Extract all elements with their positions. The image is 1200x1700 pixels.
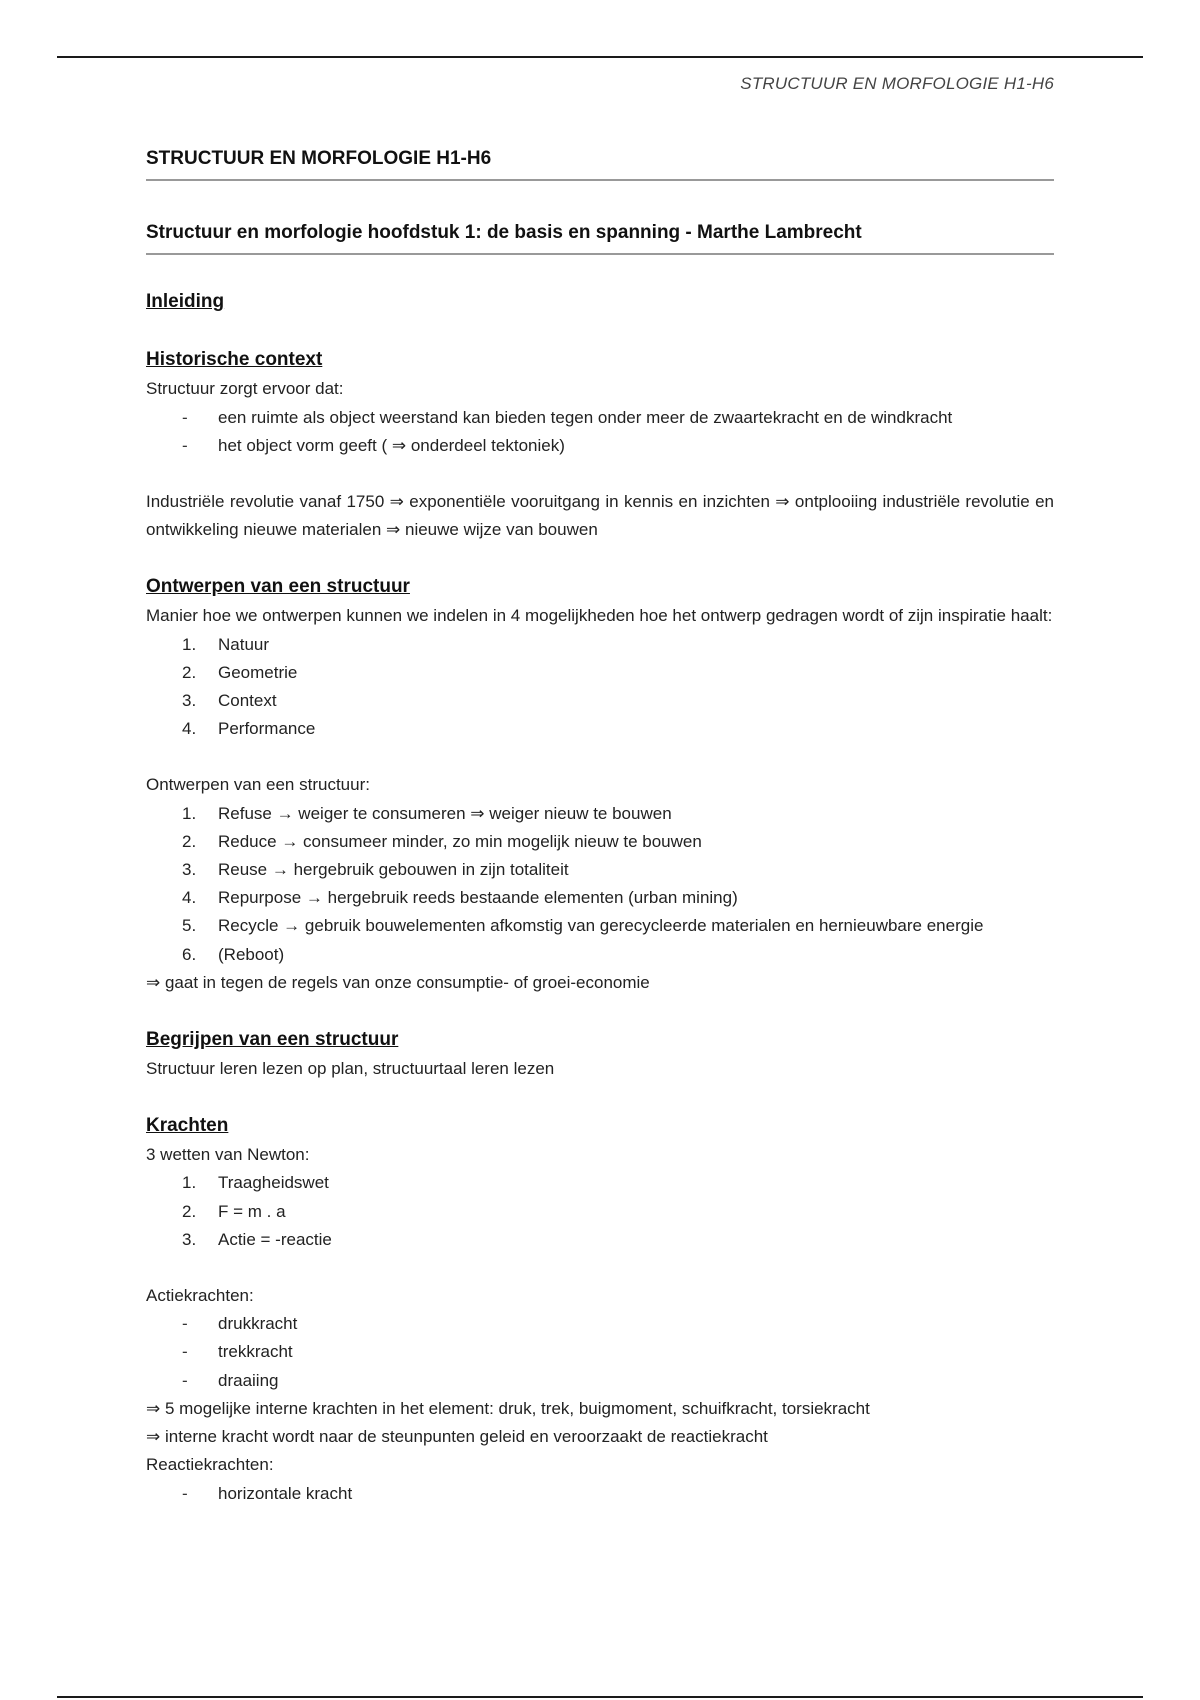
list-item: 1. Natuur <box>182 634 270 654</box>
list-item: - trekkracht <box>146 1338 1054 1366</box>
list-item: 1. Traagheidswet <box>182 1173 329 1193</box>
interne-krachten-note: ⇒ 5 mogelijke interne krachten in het element: druk, trek, buigmoment, schuifkracht, torsiekracht <box>146 1398 870 1418</box>
list-item: 3. Context <box>182 691 277 711</box>
list-item: 4. Performance <box>182 719 316 739</box>
list-item: - een ruimte als object weerstand kan bieden tegen onder meer de zwaartekracht en de windkracht <box>146 404 1054 432</box>
list-item: - draaiing <box>146 1367 1054 1395</box>
list-item: 4. Repurpose → hergebruik reeds bestaande elementen (urban mining) <box>182 888 738 908</box>
heading-krachten: Krachten <box>146 1115 229 1137</box>
list-item: - horizontale kracht <box>146 1480 1054 1508</box>
ontwerpen-conclusion: ⇒ gaat in tegen de regels van onze consumptie- of groei-economie <box>146 972 650 992</box>
list-item: - drukkracht <box>146 1310 1054 1338</box>
list-item: 2. Reduce → consumeer minder, zo min mogelijk nieuw te bouwen <box>182 831 702 851</box>
actiekrachten-intro: Actiekrachten: <box>146 1286 254 1306</box>
list-item: 1. Refuse → weiger te consumeren ⇒ weiger nieuw te bouwen <box>182 803 672 823</box>
heading-inleiding: Inleiding <box>146 291 225 313</box>
list-item: 6. (Reboot) <box>182 944 285 964</box>
historische-context-intro: Structuur zorgt ervoor dat: <box>146 379 344 399</box>
list-item: 2. Geometrie <box>182 662 298 682</box>
newton-list <box>146 1169 1054 1254</box>
header-rule <box>57 56 1143 58</box>
list-item: 2. F = m . a <box>182 1201 286 1221</box>
document-body <box>146 145 1054 1508</box>
running-head: STRUCTUUR EN MORFOLOGIE H1-H6 <box>740 74 1054 93</box>
list-item: 5. Recycle → gebruik bouwelementen afkomstig van gerecycleerde materialen en hernieuwbare energie <box>182 916 984 936</box>
ontwerpen-intro-2: Ontwerpen van een structuur: <box>146 775 370 795</box>
ontwerpen-list-2 <box>146 800 1054 969</box>
list-item: 3. Actie = -reactie <box>182 1229 332 1249</box>
heading-historische-context: Historische context <box>146 349 323 371</box>
document-title: STRUCTUUR EN MORFOLOGIE H1-H6 <box>146 145 1054 181</box>
reactiekrachten-bullets <box>146 1480 1054 1508</box>
ontwerpen-intro: Manier hoe we ontwerpen kunnen we indelen in 4 mogelijkheden hoe het ontwerp gedragen wordt of zijn inspiratie haalt: <box>146 606 1053 626</box>
begrijpen-text: Structuur leren lezen op plan, structuurtaal leren lezen <box>146 1059 555 1079</box>
list-item: - het object vorm geeft ( ⇒ onderdeel tektoniek) <box>146 432 1054 460</box>
heading-begrijpen: Begrijpen van een structuur <box>146 1029 399 1051</box>
ontwerpen-list <box>146 631 1054 744</box>
heading-ontwerpen: Ontwerpen van een structuur <box>146 576 410 598</box>
chapter-subtitle: Structuur en morfologie hoofdstuk 1: de basis en spanning - Marthe Lambrecht <box>146 219 1054 255</box>
footer-rule <box>57 1696 1143 1698</box>
historische-context-bullets <box>146 404 1054 460</box>
reactiekrachten-intro: Reactiekrachten: <box>146 1455 274 1475</box>
krachten-intro: 3 wetten van Newton: <box>146 1145 310 1165</box>
actiekrachten-bullets <box>146 1310 1054 1395</box>
industriele-revolutie-paragraph: Industriële revolutie vanaf 1750 ⇒ exponentiële vooruitgang in kennis en inzichten ⇒ ontplooiing industriële revolutie en ontwikkeling nieuwe materialen ⇒ nieuwe wijze van bouwen <box>146 492 1054 540</box>
reactiekracht-note: ⇒ interne kracht wordt naar de steunpunten geleid en veroorzaakt de reactiekracht <box>146 1427 768 1447</box>
list-item: 3. Reuse → hergebruik gebouwen in zijn totaliteit <box>182 860 569 880</box>
